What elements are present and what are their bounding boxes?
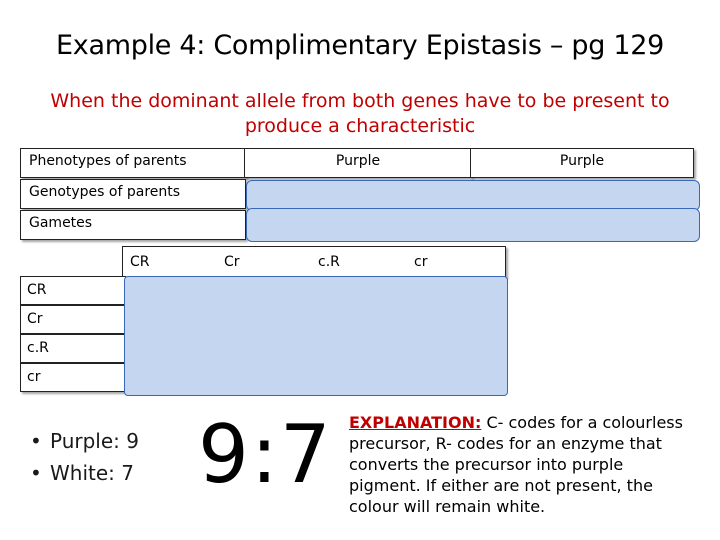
explanation-body: C- codes for a colourless precursor, R- codes for an enzyme that converts the precursor into purple pigment. If either are not present, the colour will remain white. — [349, 413, 683, 516]
slide-subtitle: When the dominant allele from both genes have to be present to produce a characteristic — [50, 90, 670, 137]
punnett-row-header: Cr — [20, 305, 126, 334]
punnett-col-header: c.R — [318, 254, 340, 270]
punnett-col-header: CR — [130, 254, 150, 270]
punnett-header-row — [122, 246, 506, 278]
explanation-label: EXPLANATION: — [349, 413, 482, 432]
punnett-col-header: cr — [414, 254, 428, 270]
punnett-col-header: Cr — [224, 254, 240, 270]
list-item: • White: 7 — [30, 461, 134, 485]
phenotypes-label: Phenotypes of parents — [20, 148, 246, 178]
punnett-row-header: cr — [20, 363, 126, 392]
gametes-label: Gametes — [20, 210, 246, 240]
phenotype-parent-2: Purple — [470, 148, 694, 178]
ratio-text: 9:7 — [198, 408, 333, 501]
phenotype-parent-1: Purple — [244, 148, 472, 178]
list-item: • Purple: 9 — [30, 429, 139, 453]
punnett-row-header: c.R — [20, 334, 126, 363]
explanation-text — [349, 412, 694, 517]
white-count: White: 7 — [50, 461, 134, 485]
genotypes-label: Genotypes of parents — [20, 179, 246, 209]
genotypes-cover — [246, 180, 700, 211]
slide-title: Example 4: Complimentary Epistasis – pg 129 — [56, 30, 664, 61]
punnett-row-header: CR — [20, 276, 126, 305]
punnett-cover — [124, 276, 508, 396]
results-list — [30, 425, 139, 489]
purple-count: Purple: 9 — [50, 429, 139, 453]
gametes-cover — [246, 208, 700, 242]
